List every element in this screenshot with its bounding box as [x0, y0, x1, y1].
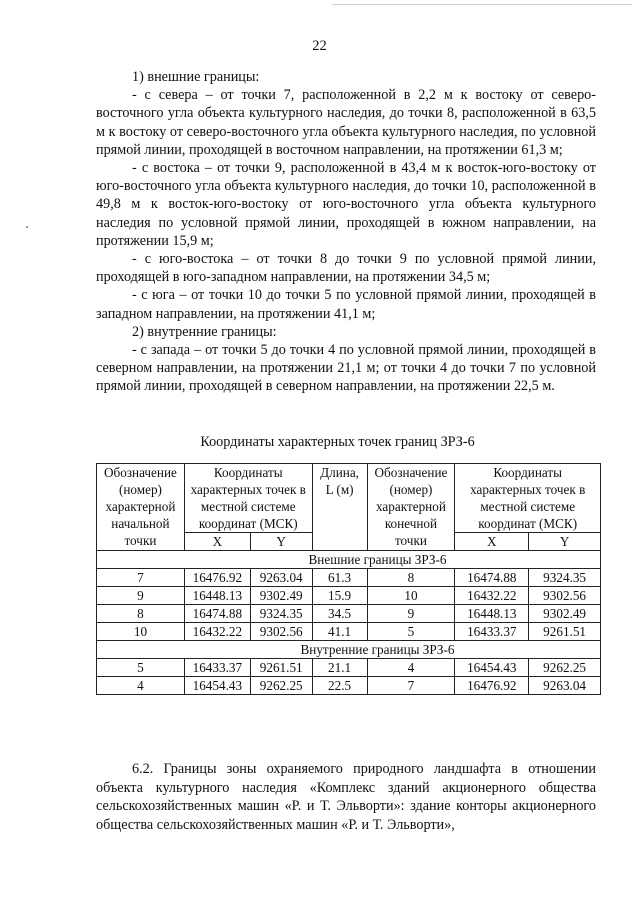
table-cell: 16432.22	[455, 587, 529, 605]
table-row	[97, 605, 601, 623]
paragraph: - с юга – от точки 10 до точки 5 по условной прямой линии, проходящей в западном направлении, на протяжении 41,1 м;	[96, 287, 596, 322]
header-y: Y	[250, 533, 312, 551]
table-cell: 9	[367, 605, 455, 623]
table-cell: 9262.25	[529, 659, 601, 677]
table-row	[97, 677, 601, 695]
paragraph: - с севера – от точки 7, расположенной в 2,2 м к востоку от северо-восточного угла объекта культурного наследия, до точки 8, расположенной в 63,5 м к востоку от северо-восточного угла объекта культурного наследия, по условной прямой линии, проходящей в восточном направлении, на протяжении 61,3 м;	[96, 87, 596, 158]
paragraph: - с юго-востока – от точки 8 до точки 9 по условной прямой линии, проходящей в юго-западном направлении, на протяжении 34,5 м;	[96, 251, 596, 286]
table-cell: 4	[367, 659, 455, 677]
table-cell: 10	[97, 623, 185, 641]
table-cell: 16476.92	[184, 569, 250, 587]
table-cell: 10	[367, 587, 455, 605]
header-y: Y	[529, 533, 601, 551]
header-start-point: Обозначение (номер) характерной начальной точки	[97, 464, 185, 551]
table-cell: 16448.13	[455, 605, 529, 623]
header-coords-start: Координаты характерных точек в местной системе координат (МСК)	[184, 464, 312, 533]
table-cell: 16454.43	[455, 659, 529, 677]
coordinates-table	[96, 463, 601, 695]
paragraph: 6.2. Границы зоны охраняемого природного ландшафта в отношении объекта культурного наследия «Комплекс зданий акционерного общества сельскохозяйственных машин «Р. и Т. Эльворти»: здание конторы акционерного общества сельскохозяйственных машин «Р. и Т. Эльворти»,	[96, 761, 596, 833]
header-length: Длина, L (м)	[312, 464, 367, 551]
table-cell: 9302.49	[529, 605, 601, 623]
margin-mark	[26, 226, 28, 228]
table-cell: 16476.92	[455, 677, 529, 695]
section-title: Внешние границы ЗРЗ-6	[97, 551, 601, 569]
table-cell: 16474.88	[184, 605, 250, 623]
table-cell: 9324.35	[529, 569, 601, 587]
table-cell: 5	[97, 659, 185, 677]
paragraph: - с востока – от точки 9, расположенной в 43,4 м к восток-юго-востоку от юго-восточного угла объекта культурного наследия, до точки 10, расположенной в 49,8 м к восток-юго-востоку от юго-восточного угла объекта культурного наследия по условной прямой линии, проходящей в южном направлении, на протяжении 15,9 м;	[96, 160, 596, 249]
table-cell: 9263.04	[529, 677, 601, 695]
table-cell: 21.1	[312, 659, 367, 677]
paragraph: - с запада – от точки 5 до точки 4 по условной прямой линии, проходящей в северном направлении, на протяжении 21,1 м; от точки 4 до точки 7 по условной прямой линии, проходящей в северном направлении, на протяжении 22,5 м.	[96, 342, 596, 395]
body-text	[96, 68, 596, 396]
header-x: X	[455, 533, 529, 551]
table-title: Координаты характерных точек границ ЗРЗ-6	[200, 434, 475, 450]
table-cell: 16454.43	[184, 677, 250, 695]
table-cell: 16432.22	[184, 623, 250, 641]
table-cell: 9262.25	[250, 677, 312, 695]
table-row	[97, 587, 601, 605]
table-row	[97, 569, 601, 587]
table-cell: 9263.04	[250, 569, 312, 587]
table-cell: 41.1	[312, 623, 367, 641]
table-cell: 9	[97, 587, 185, 605]
table-cell: 9302.49	[250, 587, 312, 605]
header-x: X	[184, 533, 250, 551]
table-cell: 16448.13	[184, 587, 250, 605]
table-cell: 9302.56	[529, 587, 601, 605]
table-cell: 4	[97, 677, 185, 695]
header-coords-end: Координаты характерных точек в местной системе координат (МСК)	[455, 464, 601, 533]
closing-text	[96, 760, 596, 834]
page-number: 22	[312, 38, 327, 54]
table-cell: 7	[97, 569, 185, 587]
top-rule	[332, 4, 632, 5]
table-cell: 16433.37	[184, 659, 250, 677]
header-end-point: Обозначение (номер) характерной конечной точки	[367, 464, 455, 551]
paragraph: 1) внешние границы:	[132, 69, 260, 85]
table-cell: 16474.88	[455, 569, 529, 587]
section-title: Внутренние границы ЗРЗ-6	[97, 641, 601, 659]
table-cell: 9261.51	[250, 659, 312, 677]
paragraph: 2) внутренние границы:	[132, 323, 277, 340]
table-cell: 34.5	[312, 605, 367, 623]
table-cell: 8	[367, 569, 455, 587]
table-row	[97, 659, 601, 677]
table-cell: 9324.35	[250, 605, 312, 623]
table-cell: 16433.37	[455, 623, 529, 641]
table-cell: 9261.51	[529, 623, 601, 641]
table-cell: 9302.56	[250, 623, 312, 641]
table-cell: 15.9	[312, 587, 367, 605]
table-cell: 5	[367, 623, 455, 641]
table-cell: 7	[367, 677, 455, 695]
table-cell: 22.5	[312, 677, 367, 695]
table-row	[97, 623, 601, 641]
table-cell: 61.3	[312, 569, 367, 587]
table-cell: 8	[97, 605, 185, 623]
